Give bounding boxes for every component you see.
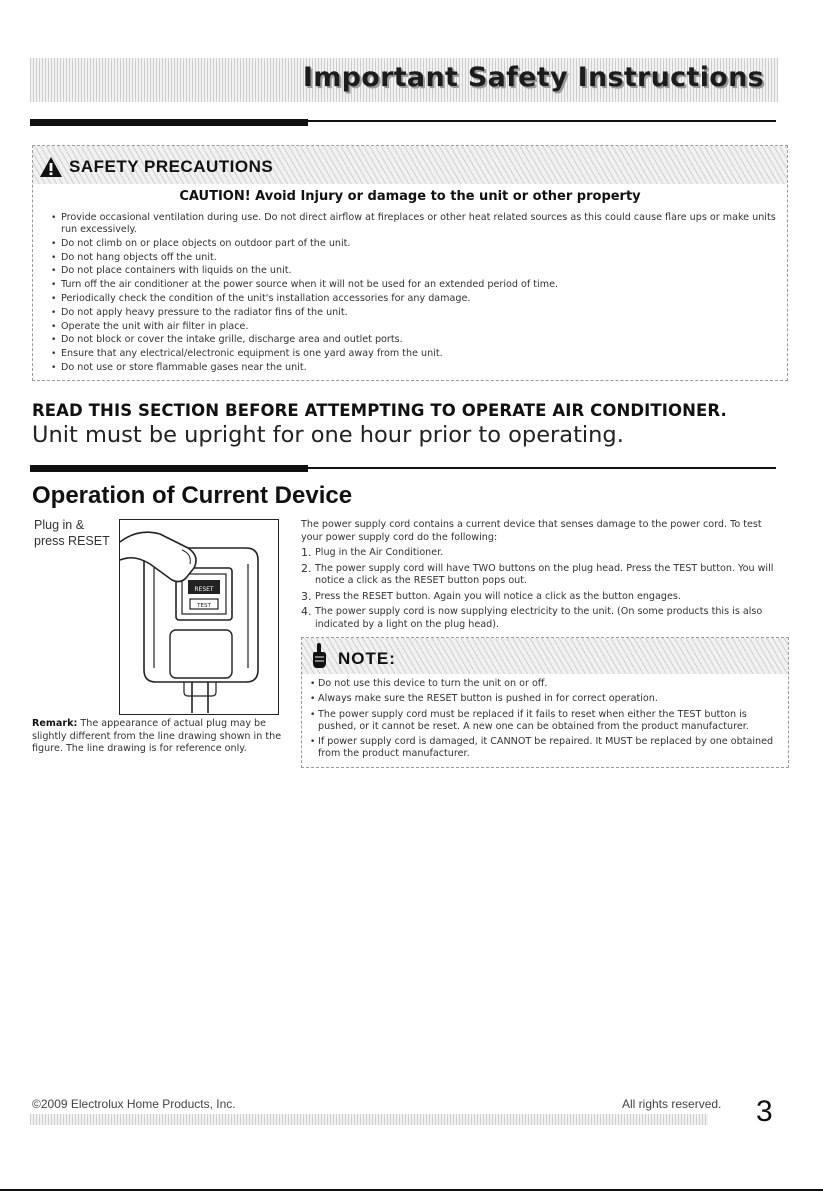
section-divider-thick — [30, 119, 308, 126]
step-number: 3. — [301, 589, 312, 603]
footer-copyright: ©2009 Electrolux Home Products, Inc. — [32, 1097, 236, 1111]
list-item: • Do not use or store flammable gases near the unit. — [61, 362, 787, 374]
list-item: • Provide occasional ventilation during use. Do not direct airflow at fireplaces or other heat related sources as this could cause flare ups or make units run excessively. — [61, 212, 787, 236]
step-text: Press the RESET button. Again you will notice a click as the button engages. — [315, 590, 681, 602]
step-item — [301, 563, 781, 588]
safety-precautions-box — [32, 145, 788, 381]
pointing-hand-icon — [310, 643, 328, 669]
list-item: • Do not use this device to turn the unit on or off. — [312, 678, 786, 690]
step-text: The power supply cord is now supplying electricity to the unit. (On some products this is also indicated by a light on the plug head). — [315, 606, 763, 630]
note-list — [312, 678, 786, 764]
note-box — [301, 637, 789, 768]
list-item: • Do not climb on or place objects on outdoor part of the unit. — [61, 238, 787, 250]
remark-label: Remark: — [32, 718, 78, 729]
page-title: Important Safety Instructions — [302, 62, 764, 93]
list-item: • The power supply cord must be replaced if it fails to reset when either the TEST button is pushed, or it cannot be reset. A new one can be obtained from the product manufacturer. — [312, 709, 786, 734]
list-item: • Operate the unit with air filter in place. — [61, 321, 787, 333]
read-section-heading: READ THIS SECTION BEFORE ATTEMPTING TO OPERATE AIR CONDITIONER. — [32, 401, 727, 420]
plug-drawing — [120, 520, 277, 713]
list-item: • Do not hang objects off the unit. — [61, 252, 787, 264]
plug-label-line: press RESET — [34, 534, 110, 548]
list-item: • Do not block or cover the intake grille, discharge area and outlet ports. — [61, 334, 787, 346]
current-device-intro: The power supply cord contains a current device that senses damage to the power cord. To test your power supply cord do the following: — [301, 519, 762, 543]
test-steps — [301, 547, 781, 634]
safety-list — [61, 212, 787, 376]
step-text: Plug in the Air Conditioner. — [315, 547, 444, 558]
test-label: TEST — [197, 603, 211, 609]
remark-text: The appearance of actual plug may be slightly different from the line drawing shown in the figure. The line drawing is for reference only. — [32, 718, 282, 754]
plug-figure — [119, 519, 279, 715]
list-item: • Ensure that any electrical/electronic equipment is one yard away from the unit. — [61, 348, 787, 360]
plug-label-line: Plug in & — [34, 518, 85, 532]
section-divider-thin — [308, 120, 776, 122]
list-item: • If power supply cord is damaged, it CANNOT be repaired. It MUST be replaced by one obtained from the product manufacturer. — [312, 736, 786, 761]
footer-bar — [30, 1114, 708, 1125]
step-item — [301, 591, 781, 604]
header-banner — [30, 58, 778, 102]
list-item: • Periodically check the condition of the unit's installation accessories for any damage. — [61, 293, 787, 305]
section-divider-thick — [30, 465, 308, 472]
list-item: • Always make sure the RESET button is pushed in for correct operation. — [312, 693, 786, 705]
note-banner — [302, 638, 788, 674]
plug-label — [34, 517, 114, 549]
step-number: 2. — [301, 561, 312, 575]
remark — [32, 718, 282, 756]
list-item: • Turn off the air conditioner at the power source when it will not be used for an extended period of time. — [61, 279, 787, 291]
list-item: • Do not place containers with liquids on the unit. — [61, 265, 787, 277]
step-text: The power supply cord will have TWO buttons on the plug head. Press the TEST button. You will notice a click as the RESET button pops out. — [315, 562, 774, 586]
safety-title: SAFETY PRECAUTIONS — [69, 157, 274, 176]
caution-heading: CAUTION! Avoid Injury or damage to the unit or other property — [179, 189, 641, 204]
list-item: • Do not apply heavy pressure to the radiator fins of the unit. — [61, 307, 787, 319]
step-item — [301, 606, 781, 631]
upright-heading: Unit must be upright for one hour prior to operating. — [32, 422, 624, 448]
note-title: NOTE: — [338, 649, 396, 668]
step-item — [301, 547, 781, 560]
section-title: Operation of Current Device — [32, 482, 353, 509]
step-number: 1. — [301, 546, 312, 559]
warning-icon — [39, 156, 63, 178]
safety-banner — [33, 146, 787, 184]
section-divider-thin — [308, 467, 776, 469]
page-number: 3 — [756, 1095, 773, 1128]
footer-rights: All rights reserved. — [622, 1097, 722, 1111]
step-number: 4. — [301, 605, 312, 618]
reset-label: RESET — [194, 586, 214, 593]
